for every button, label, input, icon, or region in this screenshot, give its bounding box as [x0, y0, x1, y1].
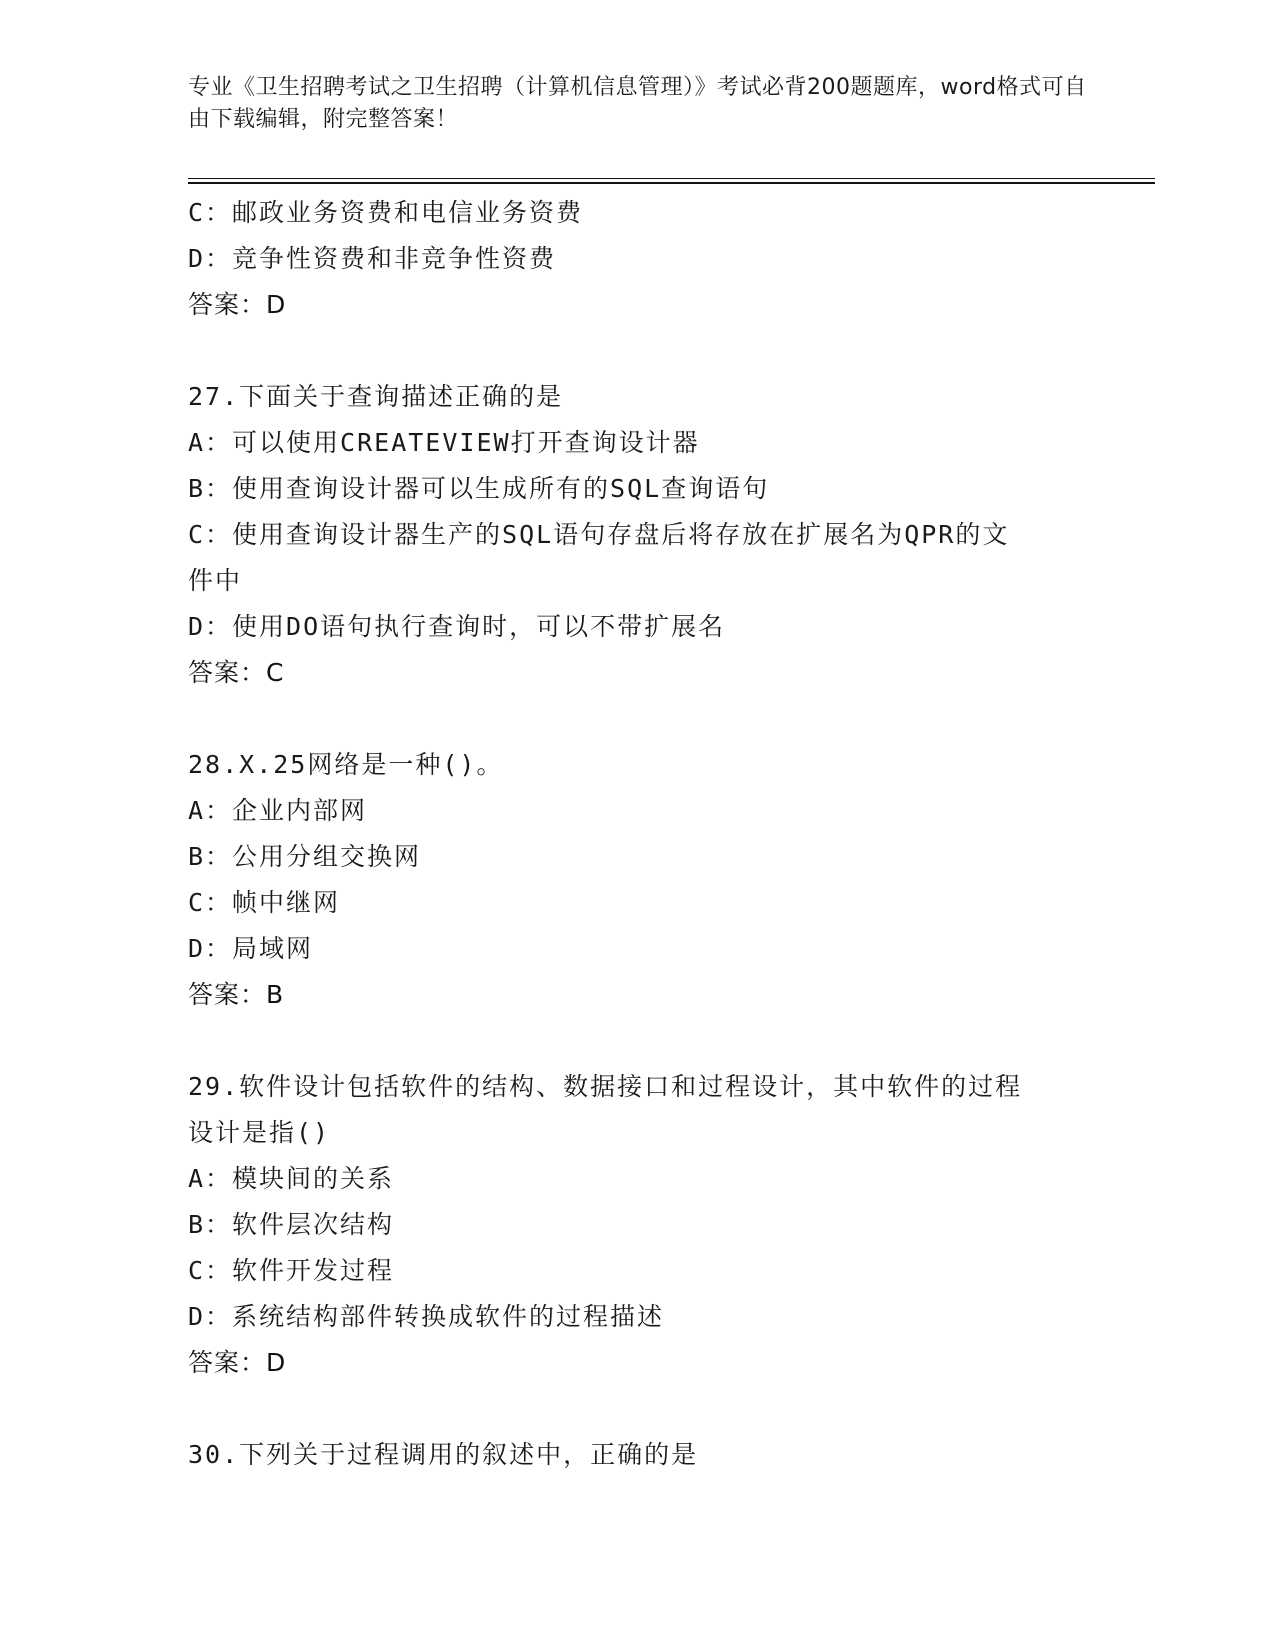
q28-question: 28.X.25网络是一种()。: [188, 750, 504, 779]
q27-option-a: A：可以使用CREATEVIEW打开查询设计器: [188, 428, 700, 457]
q28-option-a: A：企业内部网: [188, 796, 368, 825]
spacer: [188, 1018, 1088, 1064]
q30-question: 30.下列关于过程调用的叙述中，正确的是: [188, 1440, 699, 1469]
prev-option-d: D：竞争性资费和非竞争性资费: [188, 244, 557, 273]
header-divider-thick: [188, 182, 1155, 184]
page-header: 专业《卫生招聘考试之卫生招聘（计算机信息管理）》考试必背200题题库，word格式可自由下载编辑，附完整答案！: [188, 75, 1087, 132]
q29-option-b: B：软件层次结构: [188, 1210, 395, 1239]
q29-option-d: D：系统结构部件转换成软件的过程描述: [188, 1302, 665, 1331]
q29-question-line2: 设计是指(): [188, 1118, 331, 1147]
q29-question-line1: 29.软件设计包括软件的结构、数据接口和过程设计，其中软件的过程: [188, 1072, 1023, 1101]
prev-answer: 答案：D: [188, 290, 287, 319]
q29-answer: 答案：D: [188, 1348, 287, 1377]
q29-option-a: A：模块间的关系: [188, 1164, 395, 1193]
q27-question: 27.下面关于查询描述正确的是: [188, 382, 564, 411]
q27-option-c-line1: C：使用查询设计器生产的SQL语句存盘后将存放在扩展名为QPR的文: [188, 520, 1010, 549]
spacer: [188, 328, 1088, 374]
spacer: [188, 696, 1088, 742]
q28-option-b: B：公用分组交换网: [188, 842, 422, 871]
prev-option-c: C：邮政业务资费和电信业务资费: [188, 198, 584, 227]
question-list: [188, 190, 1088, 1478]
header-divider-thin: [188, 178, 1155, 179]
q29-option-c: C：软件开发过程: [188, 1256, 395, 1285]
q28-answer: 答案：B: [188, 980, 285, 1009]
q27-option-b: B：使用查询设计器可以生成所有的SQL查询语句: [188, 474, 770, 503]
q28-option-d: D：局域网: [188, 934, 314, 963]
q27-answer: 答案：C: [188, 658, 285, 687]
q27-option-d: D：使用DO语句执行查询时，可以不带扩展名: [188, 612, 726, 641]
q28-option-c: C：帧中继网: [188, 888, 341, 917]
spacer: [188, 1386, 1088, 1432]
q27-option-c-line2: 件中: [188, 566, 243, 595]
